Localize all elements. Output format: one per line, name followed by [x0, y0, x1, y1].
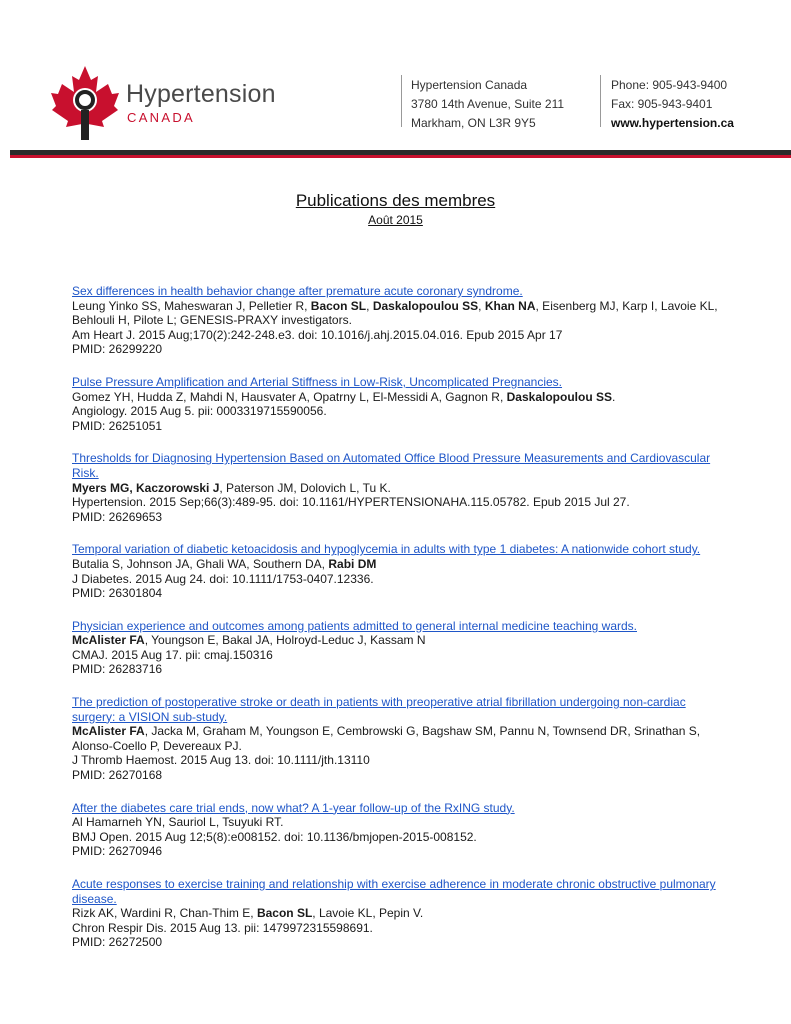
author-text: Al Hamarneh YN, Sauriol L, Tsuyuki RT. — [72, 815, 284, 830]
city-postal: Markham, ON L3R 9Y5 — [411, 116, 536, 130]
publication-citation: Hypertension. 2015 Sep;66(3):489-95. doi: 10.1161/HYPERTENSIONAHA.115.05782. Epub 2015 Jul 27. — [72, 495, 630, 510]
publication-citation: J Diabetes. 2015 Aug 24. doi: 10.1111/1753-0407.12336. — [72, 571, 374, 586]
publication-title-link[interactable]: After the diabetes care trial ends, now what? A 1-year follow-up of the RxING study. — [72, 800, 515, 815]
publication-title-link[interactable]: Pulse Pressure Amplification and Arterial Stiffness in Low-Risk, Uncomplicated Pregnancies. — [72, 374, 563, 389]
author-text: Rizk AK, Wardini R, Chan-Thim E, — [72, 906, 257, 921]
header-divider — [401, 75, 402, 127]
publication-authors — [72, 390, 722, 405]
publication-item — [72, 619, 722, 677]
publication-pmid: PMID: 26299220 — [72, 342, 163, 357]
publication-citation: Am Heart J. 2015 Aug;170(2):242-248.e3. doi: 10.1016/j.ahj.2015.04.016. Epub 2015 Apr 17 — [72, 327, 563, 342]
publication-pmid: PMID: 26251051 — [72, 418, 163, 433]
member-author-name: Daskalopoulou SS — [372, 298, 479, 313]
publication-item — [72, 451, 722, 524]
publication-citation: Chron Respir Dis. 2015 Aug 13. pii: 1479972315598691. — [72, 920, 373, 935]
publication-citation: Angiology. 2015 Aug 5. pii: 0003319715590056. — [72, 404, 327, 419]
author-text: Butalia S, Johnson JA, Ghali WA, Southern DA, — [72, 556, 329, 571]
author-text: , Youngson E, Bakal JA, Holroyd-Leduc J, Kassam N — [144, 633, 426, 648]
publication-pmid: PMID: 26269653 — [72, 509, 163, 524]
publication-authors — [72, 633, 722, 648]
author-text: , — [366, 298, 373, 313]
publication-citation: CMAJ. 2015 Aug 17. pii: cmaj.150316 — [72, 647, 273, 662]
author-text: , Jacka M, Graham M, Youngson E, Cembrowski G, Bagshaw SM, Pannu N, Townsend DR, Srinathan S, Alonso-Coello P, Devereaux PJ. — [72, 724, 701, 753]
member-author-name: Khan NA — [484, 298, 536, 313]
publication-authors — [72, 557, 722, 572]
member-author-name: McAlister FA — [72, 633, 145, 648]
publication-authors — [72, 481, 722, 496]
author-text: , — [478, 298, 485, 313]
publication-title-link[interactable]: Acute responses to exercise training and relationship with exercise adherence in moderate chronic obstructive pulmonary disease. — [72, 877, 716, 906]
member-author-name: McAlister FA — [72, 724, 145, 739]
publication-authors — [72, 299, 722, 328]
publication-pmid: PMID: 26270168 — [72, 768, 163, 783]
member-author-name: Bacon SL — [310, 298, 367, 313]
fax-number: Fax: 905-943-9401 — [611, 97, 713, 111]
author-text: , Paterson JM, Dolovich L, Tu K. — [219, 480, 391, 495]
publication-pmid: PMID: 26301804 — [72, 586, 163, 601]
publication-item — [72, 284, 722, 357]
header-rule-red — [10, 155, 791, 158]
website-link[interactable]: www.hypertension.ca — [611, 116, 734, 130]
page-title: Publications des membres — [295, 191, 496, 210]
page-subtitle: Août 2015 — [368, 213, 423, 227]
address-block — [411, 76, 564, 133]
member-author-name: Daskalopoulou SS — [506, 389, 612, 404]
publication-title-link[interactable]: Temporal variation of diabetic ketoacidosis and hypoglycemia in adults with type 1 diabetes: A nationwide cohort study. — [72, 542, 701, 557]
publication-citation: BMJ Open. 2015 Aug 12;5(8):e008152. doi: 10.1136/bmjopen-2015-008152. — [72, 829, 477, 844]
contact-block — [611, 76, 734, 133]
publication-item — [72, 375, 722, 433]
author-text: . — [612, 389, 616, 404]
publication-list — [72, 284, 722, 968]
member-author-name: Myers MG, Kaczorowski J — [72, 480, 220, 495]
org-name: Hypertension Canada — [411, 78, 528, 92]
publication-title-link[interactable]: Thresholds for Diagnosing Hypertension Based on Automated Office Blood Pressure Measurements and Cardiovascular Risk. — [72, 451, 711, 480]
publication-pmid: PMID: 26272500 — [72, 935, 163, 950]
publication-authors — [72, 815, 722, 830]
publication-title-link[interactable]: Sex differences in health behavior change after premature acute coronary syndrome. — [72, 284, 523, 298]
author-text: Leung Yinko SS, Maheswaran J, Pelletier R, — [72, 298, 311, 313]
letterhead — [0, 0, 791, 160]
member-author-name: Rabi DM — [328, 556, 377, 571]
author-text: Gomez YH, Hudda Z, Mahdi N, Hausvater A, Opatrny L, El-Messidi A, Gagnon R, — [72, 389, 507, 404]
phone-number: Phone: 905-943-9400 — [611, 78, 728, 92]
brand-name: Hypertension — [126, 80, 276, 108]
publication-item — [72, 542, 722, 600]
header-divider — [600, 75, 601, 127]
publication-item — [72, 801, 722, 859]
author-text: , Eisenberg MJ, Karp I, Lavoie KL, Behlouli H, Pilote L; GENESIS-PRAXY investigators. — [72, 298, 718, 328]
publication-item — [72, 695, 722, 783]
publication-authors — [72, 724, 722, 753]
publication-citation: J Thromb Haemost. 2015 Aug 13. doi: 10.1111/jth.13110 — [72, 753, 370, 768]
brand-subtitle: CANADA — [127, 110, 195, 125]
publication-title-link[interactable]: The prediction of postoperative stroke or death in patients with preoperative atrial fibrillation undergoing non-cardiac surgery: a VISION sub-study. — [72, 695, 686, 724]
street-address: 3780 14th Avenue, Suite 211 — [411, 97, 565, 111]
publication-authors — [72, 906, 722, 921]
maple-leaf-logo-icon — [50, 64, 120, 142]
publication-pmid: PMID: 26283716 — [72, 662, 163, 677]
publication-title-link[interactable]: Physician experience and outcomes among patients admitted to general internal medicine teaching wards. — [72, 618, 637, 633]
publication-item — [72, 877, 722, 950]
author-text: , Lavoie KL, Pepin V. — [312, 906, 424, 921]
member-author-name: Bacon SL — [256, 906, 313, 921]
publication-pmid: PMID: 26270946 — [72, 844, 163, 859]
